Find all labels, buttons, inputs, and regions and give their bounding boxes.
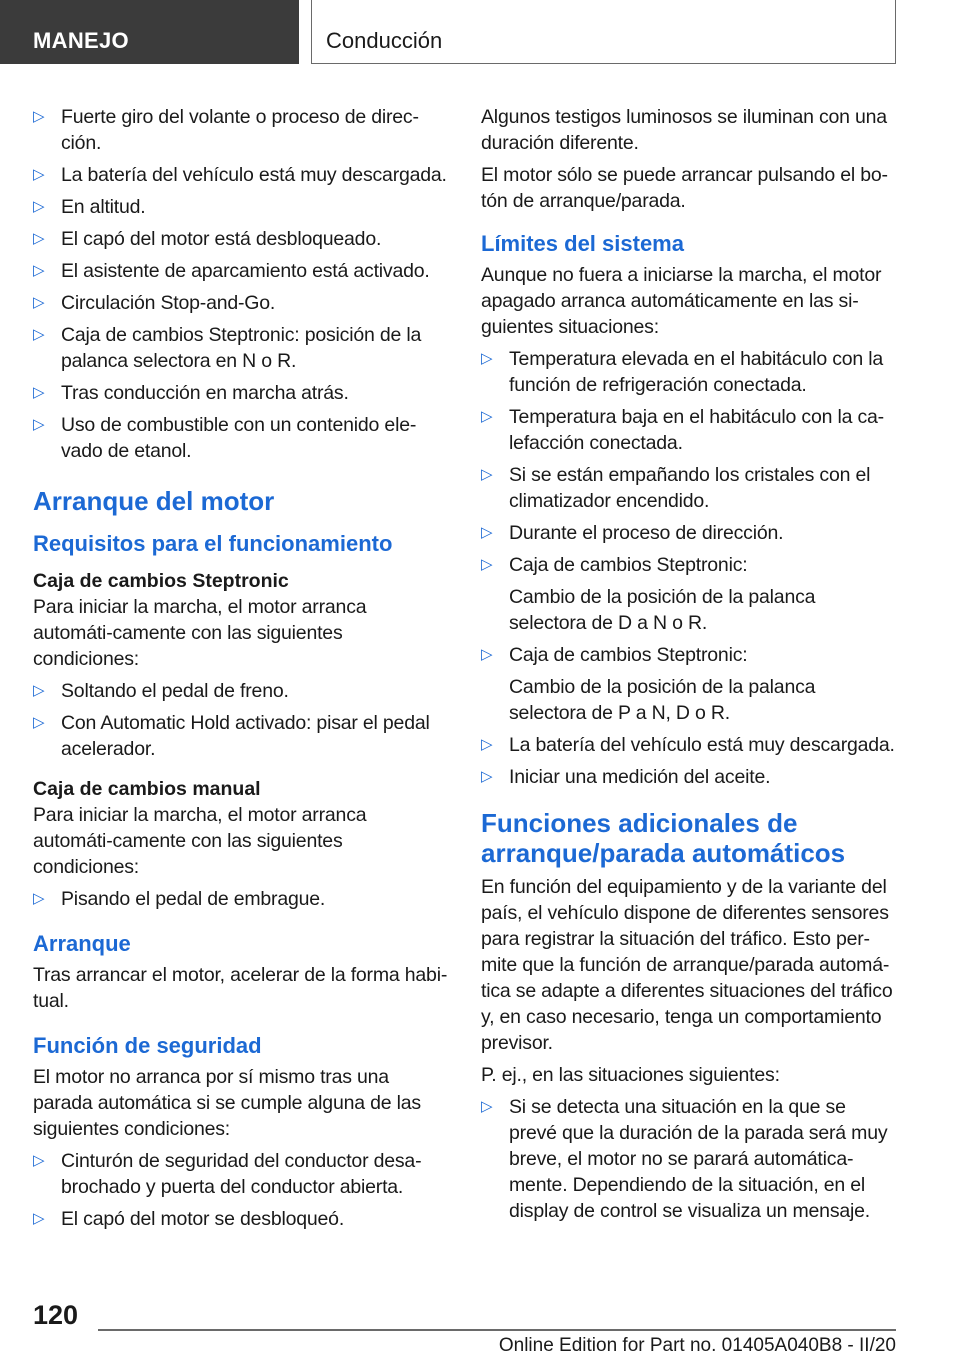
list-item: ▷ Pisando el pedal de embrague. <box>33 888 326 910</box>
triangle-bullet-icon: ▷ <box>33 890 45 907</box>
triangle-bullet-icon: ▷ <box>481 556 493 573</box>
triangle-bullet-icon: ▷ <box>33 1152 45 1169</box>
heading-seguridad: Función de seguridad <box>33 1033 262 1058</box>
list-item: ▷ Con Automatic Hold activado: pisar el pedal acelerador. <box>33 712 430 760</box>
footer-divider <box>98 1329 896 1331</box>
list-item: ▷ Iniciar una medición del aceite. <box>481 766 771 788</box>
triangle-bullet-icon: ▷ <box>481 350 493 367</box>
list-item-continuation: Cambio de la posición de la palanca selectora de P a N, D o R. <box>509 676 816 724</box>
list-item: ▷ Circulación Stop-and-Go. <box>33 292 276 314</box>
list-item: ▷ Temperatura baja en el habitáculo con la ca-lefacción conectada. <box>481 406 884 454</box>
heading-arranque: Arranque <box>33 931 131 956</box>
heading-requisitos: Requisitos para el funcionamiento <box>33 531 393 556</box>
list-item: ▷ Caja de cambios Steptronic: posición de la palanca selectora en N o R. <box>33 324 422 372</box>
list-item: ▷ Durante el proceso de dirección. <box>481 522 784 544</box>
paragraph: P. ej., en las situaciones siguientes: <box>481 1064 780 1086</box>
triangle-bullet-icon: ▷ <box>33 714 45 731</box>
heading-arranque-motor: Arranque del motor <box>33 486 275 516</box>
page-number: 120 <box>33 1300 79 1330</box>
paragraph: Aunque no fuera a iniciarse la marcha, el motor apagado arranca automáticamente en las si-guientes situaciones: <box>481 264 882 338</box>
paragraph: En función del equipamiento y de la variante del país, el vehículo dispone de diferentes sensores para registrar la situación del tráfico. Esto per-mite que la función de arranque/parada automá-tica se adapte a diferentes situaciones del tráfico y, en caso necesario, tenga un comportamiento previsor. <box>481 876 893 1054</box>
list-item: ▷ Cinturón de seguridad del conductor desa-brochado y puerta del conductor abierta. <box>33 1150 422 1198</box>
triangle-bullet-icon: ▷ <box>33 326 45 343</box>
triangle-bullet-icon: ▷ <box>33 682 45 699</box>
paragraph: El motor sólo se puede arrancar pulsando el bo-tón de arranque/parada. <box>481 164 888 212</box>
heading-steptronic: Caja de cambios Steptronic <box>33 570 289 592</box>
triangle-bullet-icon: ▷ <box>481 524 493 541</box>
list-item: ▷ En altitud. <box>33 196 146 218</box>
list-item: ▷ La batería del vehículo está muy descargada. <box>33 164 447 186</box>
list-item: ▷ El capó del motor está desbloqueado. <box>33 228 382 250</box>
left-column <box>33 104 448 1238</box>
triangle-bullet-icon: ▷ <box>481 466 493 483</box>
triangle-bullet-icon: ▷ <box>33 384 45 401</box>
paragraph: Para iniciar la marcha, el motor arranca automáti-camente con las siguientes condiciones: <box>33 596 367 670</box>
triangle-bullet-icon: ▷ <box>33 166 45 183</box>
triangle-bullet-icon: ▷ <box>33 230 45 247</box>
list-item: ▷ El asistente de aparcamiento está activado. <box>33 260 430 282</box>
heading-limites: Límites del sistema <box>481 231 684 256</box>
heading-manual: Caja de cambios manual <box>33 778 261 800</box>
list-item: ▷ Soltando el pedal de freno. <box>33 680 289 702</box>
section-tab: MANEJO <box>0 0 299 64</box>
list-item: ▷ Temperatura elevada en el habitáculo con la función de refrigeración conectada. <box>481 348 884 396</box>
list-item: ▷ Fuerte giro del volante o proceso de direc-ción. <box>33 106 419 154</box>
triangle-bullet-icon: ▷ <box>33 416 45 433</box>
list-item: ▷ Uso de combustible con un contenido ele-vado de etanol. <box>33 414 417 462</box>
footer-edition: Online Edition for Part no. 01405A040B8 - II/20 <box>498 1335 896 1356</box>
triangle-bullet-icon: ▷ <box>33 1210 45 1227</box>
triangle-bullet-icon: ▷ <box>481 768 493 785</box>
triangle-bullet-icon: ▷ <box>33 198 45 215</box>
list-item: ▷ La batería del vehículo está muy descargada. <box>481 734 895 756</box>
paragraph: Algunos testigos luminosos se iluminan con una duración diferente. <box>481 106 887 154</box>
triangle-bullet-icon: ▷ <box>481 736 493 753</box>
list-item: ▷ Si se detecta una situación en la que se prevé que la duración de la parada será muy breve, el motor no se parará automática-mente. Dependiendo de la situación, en el display de control se visualiza un mensaje. <box>481 1096 888 1222</box>
triangle-bullet-icon: ▷ <box>33 108 45 125</box>
paragraph: Para iniciar la marcha, el motor arranca automáti-camente con las siguientes condiciones: <box>33 804 367 878</box>
triangle-bullet-icon: ▷ <box>481 408 493 425</box>
list-item: ▷ Caja de cambios Steptronic: <box>481 554 748 576</box>
triangle-bullet-icon: ▷ <box>481 1098 493 1115</box>
list-item: ▷ Tras conducción en marcha atrás. <box>33 382 349 404</box>
triangle-bullet-icon: ▷ <box>481 646 493 663</box>
heading-funciones: Funciones adicionales de arranque/parada automáticos <box>481 808 846 868</box>
triangle-bullet-icon: ▷ <box>33 262 45 279</box>
list-item: ▷ Si se están empañando los cristales con el climatizador encendido. <box>481 464 871 512</box>
triangle-bullet-icon: ▷ <box>33 294 45 311</box>
paragraph: Tras arrancar el motor, acelerar de la forma habi-tual. <box>33 964 448 1012</box>
list-item: ▷ Caja de cambios Steptronic: <box>481 644 748 666</box>
right-column <box>481 104 896 1230</box>
list-item: ▷ El capó del motor se desbloqueó. <box>33 1208 345 1230</box>
paragraph: El motor no arranca por sí mismo tras una parada automática si se cumple alguna de las siguientes condiciones: <box>33 1066 421 1140</box>
chapter-title: Conducción <box>311 0 896 64</box>
list-item-continuation: Cambio de la posición de la palanca selectora de D a N o R. <box>509 586 816 634</box>
